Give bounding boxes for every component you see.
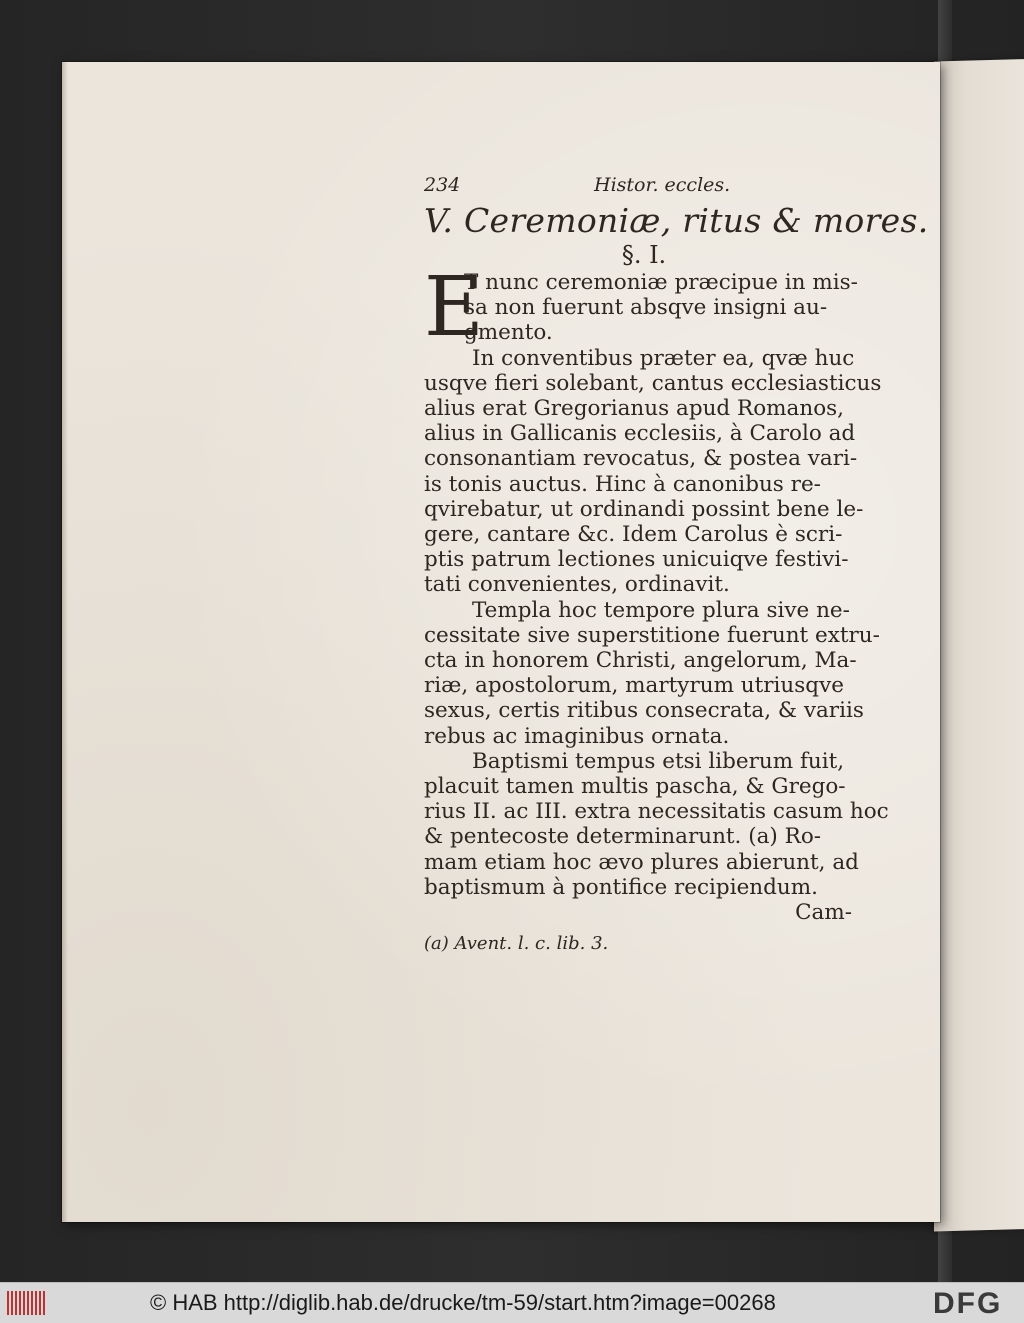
page-number: 234 — [424, 174, 461, 196]
text-line: sexus, certis ritibus consecrata, & variis — [424, 698, 864, 724]
text-line: sa non fuerunt absqve insigni au- — [464, 295, 828, 321]
text-line: gmento. — [464, 320, 553, 346]
text-line: alius in Gallicanis ecclesiis, à Carolo ad — [424, 421, 856, 447]
paragraph-4 — [424, 748, 889, 900]
text-line: consonantiam revocatus, & postea vari- — [424, 446, 858, 472]
footnote: (a) Avent. l. c. lib. 3. — [424, 933, 609, 955]
running-title: Histor. eccles. — [594, 174, 731, 196]
text-line: usqve fieri solebant, cantus ecclesiasticus — [424, 370, 882, 396]
text-line: mam etiam hoc ævo plures abierunt, ad — [424, 849, 859, 875]
text-line: qvirebatur, ut ordinandi possint bene le- — [424, 496, 864, 522]
text-line: alius erat Gregorianus apud Romanos, — [424, 396, 845, 422]
text-line: rebus ac imaginibus ornata. — [424, 723, 730, 749]
catchword: Cam- — [795, 900, 852, 926]
text-line: placuit tamen multis pascha, & Grego- — [424, 774, 846, 800]
page-holder-strip — [938, 0, 952, 1282]
paragraph-2 — [424, 345, 882, 598]
barcode-icon — [7, 1291, 47, 1315]
dfg-logo: DFG — [933, 1287, 1003, 1320]
text-line: riæ, apostolorum, martyrum utriusqve — [424, 673, 844, 699]
text-line: cta in honorem Christi, angelorum, Ma- — [424, 648, 857, 674]
copyright-link[interactable]: © HAB http://diglib.hab.de/drucke/tm-59/start.htm?image=00268 — [150, 1290, 776, 1315]
text-line: rius II. ac III. extra necessitatis casum hoc — [424, 799, 889, 825]
text-line: Templa hoc tempore plura sive ne- — [472, 597, 850, 623]
text-line: & pentecoste determinarunt. (a) Ro- — [424, 824, 822, 850]
page-shadow — [62, 62, 68, 1222]
text-block — [424, 174, 929, 955]
text-line: baptismum à pontifice recipiendum. — [424, 874, 818, 900]
text-line: Baptismi tempus etsi liberum fuit, — [472, 748, 845, 774]
text-line: In conventibus præter ea, qvæ huc — [472, 345, 855, 371]
text-line: cessitate sive superstitione fuerunt extru- — [424, 622, 880, 648]
paragraph-1 — [424, 260, 864, 355]
text-line: is tonis auctus. Hinc à canonibus re- — [424, 471, 821, 497]
drop-capital: E — [424, 260, 484, 355]
text-line: T nunc ceremoniæ præcipue in mis- — [464, 270, 858, 295]
text-line: tati convenientes, ordinavit. — [424, 572, 730, 598]
section-heading: V. Ceremoniæ, ritus & mores. — [424, 201, 929, 240]
text-line: gere, cantare &c. Idem Carolus è scri- — [424, 522, 843, 548]
section-marker: §. I. — [621, 241, 667, 269]
paragraph-3 — [424, 597, 880, 749]
running-head — [424, 174, 864, 200]
footer-bar — [0, 1282, 1024, 1323]
text-line: ptis patrum lectiones unicuiqve festivi- — [424, 547, 849, 573]
